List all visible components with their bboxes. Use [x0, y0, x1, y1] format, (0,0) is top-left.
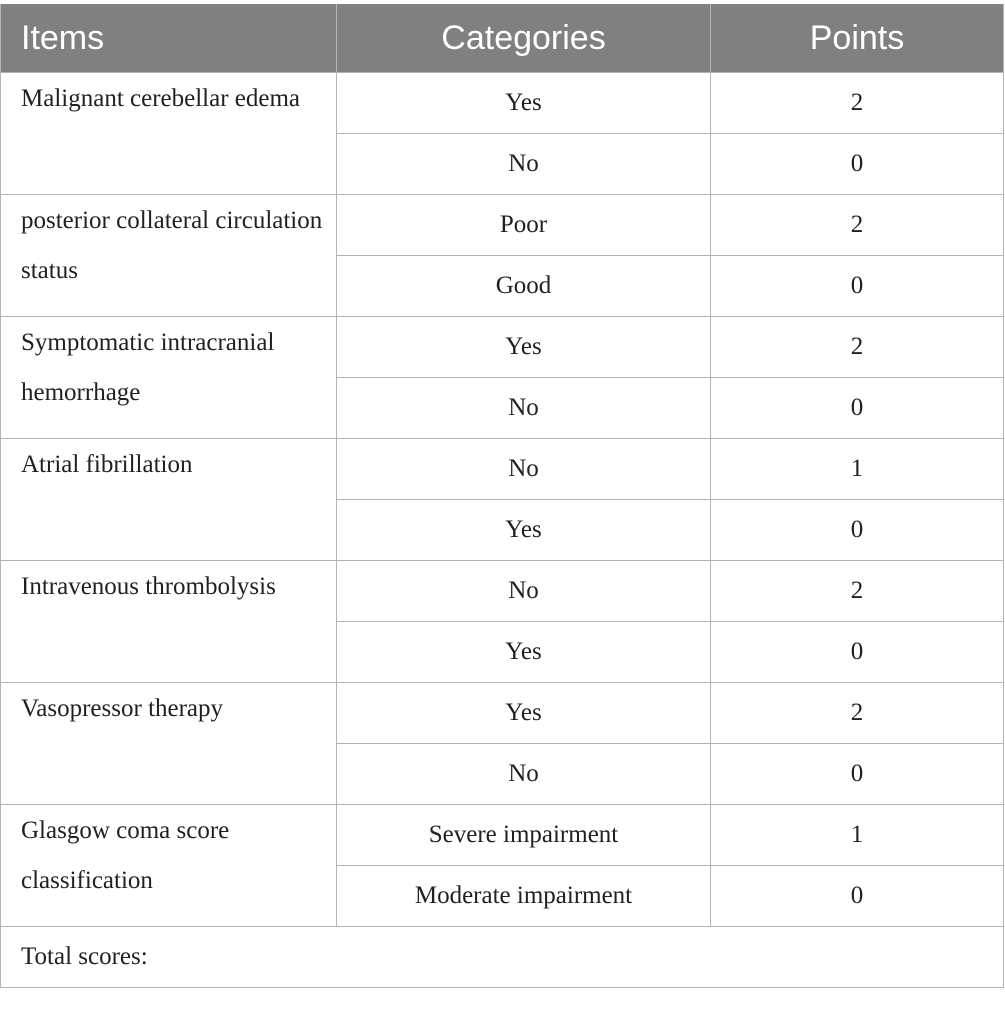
item-cell [1, 683, 337, 805]
category-cell: Severe impairment [337, 805, 711, 866]
points-cell: 1 [711, 439, 1004, 500]
item-cell [1, 439, 337, 561]
header-row [1, 4, 1004, 73]
category-cell: No [337, 561, 711, 622]
category-cell: Moderate impairment [337, 866, 711, 927]
points-cell: 0 [711, 500, 1004, 561]
points-cell: 2 [711, 317, 1004, 378]
table-row [1, 805, 1004, 866]
category-cell: Yes [337, 683, 711, 744]
item-cell [1, 73, 337, 195]
total-row [1, 927, 1004, 988]
item-label: Atrial fibrillation [21, 451, 193, 478]
item-label: posterior collateral circulation status [21, 207, 323, 284]
points-cell: 0 [711, 378, 1004, 439]
item-label: Vasopressor therapy [21, 695, 224, 722]
category-cell: Yes [337, 317, 711, 378]
table-row [1, 317, 1004, 378]
table-row [1, 683, 1004, 744]
table-row [1, 439, 1004, 500]
category-cell: No [337, 134, 711, 195]
points-cell: 0 [711, 866, 1004, 927]
item-label: Intravenous thrombolysis [21, 573, 276, 600]
category-cell: Yes [337, 500, 711, 561]
item-cell [1, 317, 337, 439]
category-cell: Yes [337, 73, 711, 134]
total-scores-label: Total scores: [1, 927, 1004, 988]
points-cell: 2 [711, 195, 1004, 256]
category-cell: No [337, 744, 711, 805]
item-cell [1, 561, 337, 683]
category-cell: No [337, 378, 711, 439]
table-row [1, 195, 1004, 256]
categories-column-header: Categories [337, 4, 711, 73]
category-cell: No [337, 439, 711, 500]
category-cell: Poor [337, 195, 711, 256]
item-label: Symptomatic intracranial hemorrhage [21, 329, 275, 406]
table-row [1, 73, 1004, 134]
points-cell: 2 [711, 561, 1004, 622]
item-cell [1, 195, 337, 317]
item-label: Glasgow coma score classification [21, 817, 230, 894]
category-cell: Good [337, 256, 711, 317]
scoring-table [0, 4, 1004, 988]
item-label: Malignant cerebellar edema [21, 85, 301, 112]
points-cell: 0 [711, 744, 1004, 805]
table-row [1, 561, 1004, 622]
points-cell: 2 [711, 683, 1004, 744]
category-cell: Yes [337, 622, 711, 683]
points-cell: 0 [711, 622, 1004, 683]
points-cell: 0 [711, 134, 1004, 195]
points-column-header: Points [711, 4, 1004, 73]
points-cell: 2 [711, 73, 1004, 134]
points-cell: 0 [711, 256, 1004, 317]
item-cell [1, 805, 337, 927]
items-column-header: Items [1, 4, 337, 73]
points-cell: 1 [711, 805, 1004, 866]
